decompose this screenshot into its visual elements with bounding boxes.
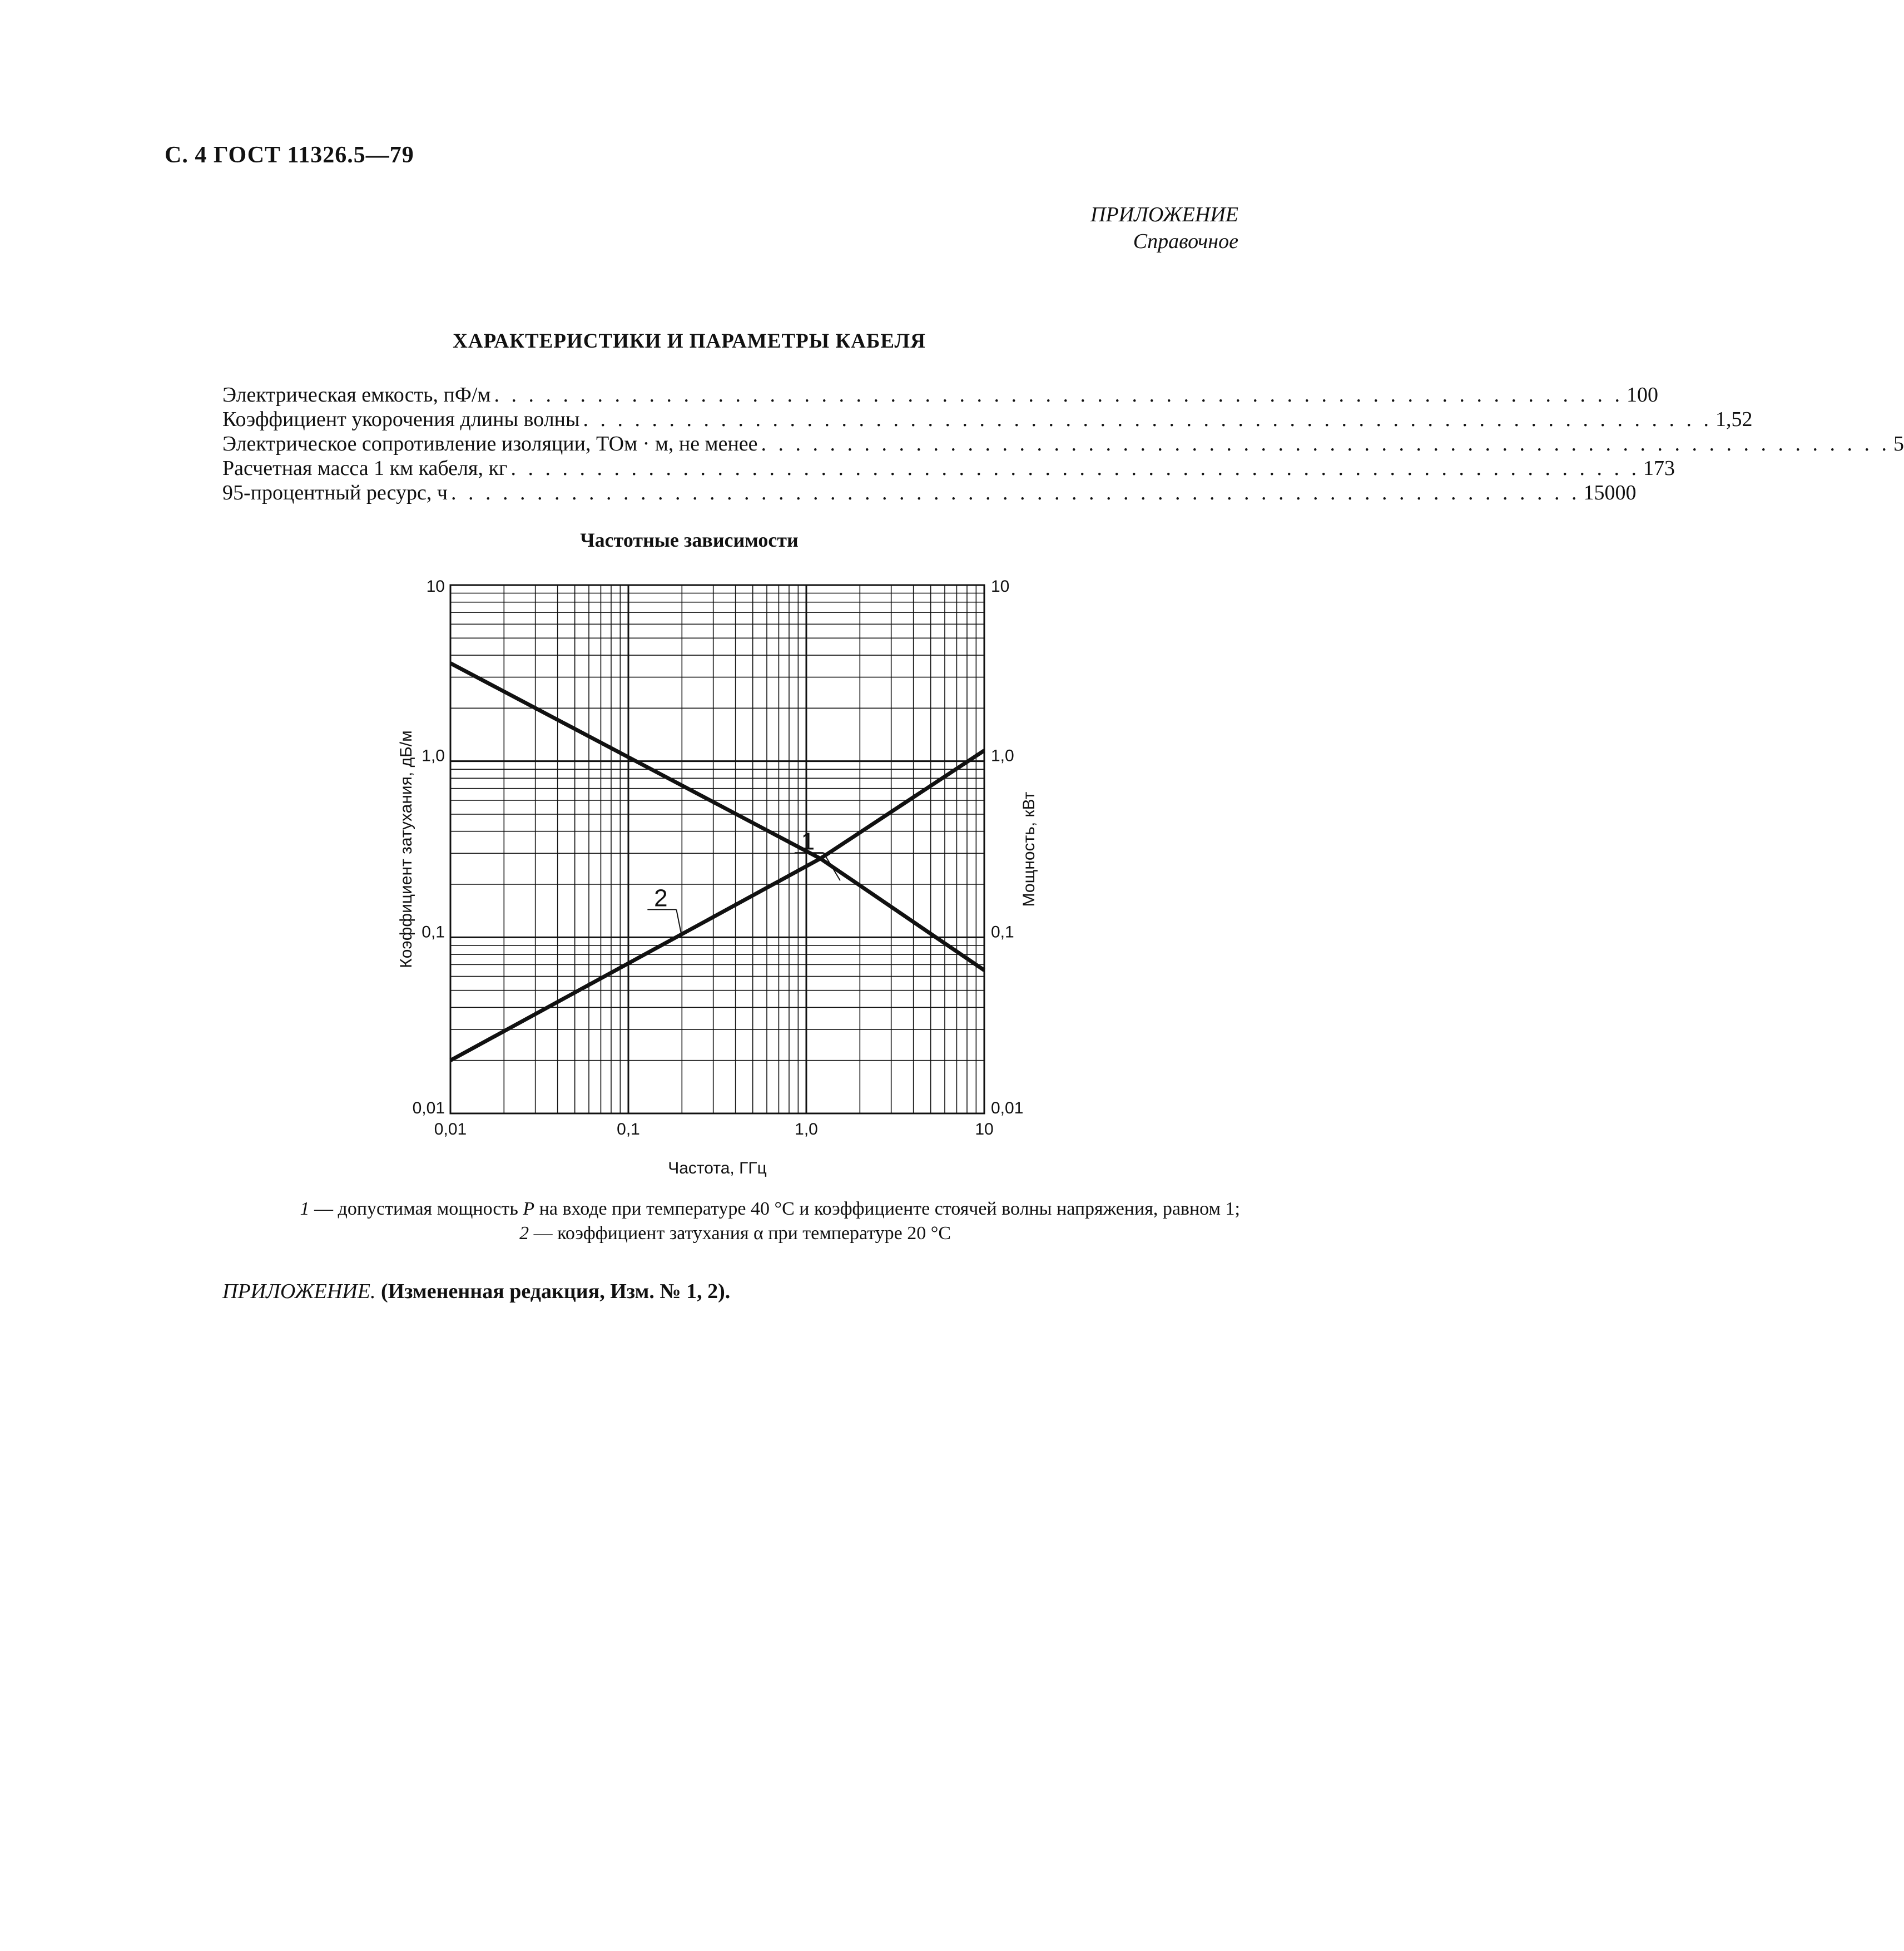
- y-tick-label-left: 1,0: [422, 746, 445, 765]
- caption-rest-1: на входе при температуре 40 °С и коэффициенте стоячей волны напряжения, равном 1;: [534, 1199, 1240, 1219]
- chart-title: Частотные зависимости: [580, 529, 799, 551]
- parameter-value: 173: [1643, 457, 1675, 480]
- caption-text-1: — допустимая мощность: [309, 1199, 523, 1219]
- parameter-label: Электрическая емкость, пФ/м: [222, 383, 491, 407]
- y-axis-label-right: Мощность, кВт: [1020, 791, 1038, 907]
- parameter-row: [222, 432, 1904, 456]
- x-axis-label: Частота, ГГц: [668, 1159, 767, 1177]
- caption-line-1: [161, 1197, 1240, 1221]
- leader-dots: . . . . . . . . . . . . . . . . . . . . . . . . . . . . . . . . . . . . . . . . . . . . . . . . . . . . . . . . . . . . . . . . . .: [451, 481, 1580, 504]
- caption-var-p: P: [523, 1199, 535, 1219]
- frequency-chart: [367, 567, 1057, 1196]
- y-tick-label-left: 0,01: [412, 1099, 445, 1117]
- y-tick-label-right: 0,1: [991, 923, 1014, 942]
- chart-svg: [367, 567, 1057, 1196]
- parameter-label: Расчетная масса 1 км кабеля, кг: [222, 457, 508, 480]
- parameter-row: [222, 481, 1637, 505]
- parameter-label: Коэффициент укорочения длины волны: [222, 408, 580, 431]
- revision-text: (Измененная редакция, Изм. № 1, 2).: [380, 1280, 731, 1303]
- x-tick-label: 0,01: [434, 1120, 467, 1138]
- series-line-1: [450, 663, 984, 970]
- series-callout-line-2: [676, 909, 682, 937]
- y-tick-label-right: 10: [991, 577, 1010, 596]
- series-label-1: 1: [801, 828, 815, 855]
- y-tick-label-left: 10: [426, 577, 445, 596]
- revision-note: [222, 1279, 730, 1304]
- parameter-label: 95-процентный ресурс, ч: [222, 481, 448, 504]
- appendix-sublabel: Справочное: [1133, 230, 1238, 253]
- appendix-block: [1090, 201, 1238, 255]
- chart-grid: [450, 585, 984, 1113]
- parameter-row: [222, 456, 1675, 481]
- x-tick-label: 1,0: [795, 1120, 818, 1138]
- parameters-list: [222, 383, 1904, 505]
- y-tick-label-left: 0,1: [422, 923, 445, 942]
- y-axis-label-left: Коэффициент затухания, дБ/м: [397, 730, 415, 968]
- series-line-2: [450, 750, 984, 1060]
- chart-legend-caption: [161, 1197, 1240, 1246]
- caption-line-2: [161, 1221, 1240, 1246]
- revision-prefix: ПРИЛОЖЕНИЕ.: [222, 1280, 376, 1303]
- caption-num-1: 1: [300, 1199, 310, 1219]
- caption-text-2: — коэффициент затухания α при температуре 20 °С: [529, 1223, 951, 1244]
- section-title: ХАРАКТЕРИСТИКИ И ПАРАМЕТРЫ КАБЕЛЯ: [453, 330, 926, 353]
- parameter-label: Электрическое сопротивление изоляции, ТОм · м, не менее: [222, 432, 758, 455]
- parameter-row: [222, 407, 1753, 432]
- x-tick-label: 0,1: [617, 1120, 640, 1138]
- leader-dots: . . . . . . . . . . . . . . . . . . . . . . . . . . . . . . . . . . . . . . . . . . . . . . . . . . . . . . . . . . . . . . . . . .: [583, 408, 1713, 431]
- parameter-value: 5: [1893, 432, 1904, 455]
- chart-series: [450, 663, 984, 1061]
- series-label-2: 2: [654, 884, 668, 912]
- page-header: С. 4 ГОСТ 11326.5—79: [165, 142, 414, 168]
- parameter-value: 1,52: [1715, 408, 1753, 431]
- parameter-value: 100: [1626, 383, 1658, 407]
- y-tick-label-right: 0,01: [991, 1099, 1024, 1117]
- caption-num-2: 2: [519, 1223, 529, 1244]
- leader-dots: . . . . . . . . . . . . . . . . . . . . . . . . . . . . . . . . . . . . . . . . . . . . . . . . . . . . . . . . . . . . . . . . . .: [510, 457, 1640, 480]
- leader-dots: . . . . . . . . . . . . . . . . . . . . . . . . . . . . . . . . . . . . . . . . . . . . . . . . . . . . . . . . . . . . . . . . . .: [761, 432, 1891, 455]
- leader-dots: . . . . . . . . . . . . . . . . . . . . . . . . . . . . . . . . . . . . . . . . . . . . . . . . . . . . . . . . . . . . . . . . . .: [494, 383, 1623, 407]
- y-tick-label-right: 1,0: [991, 746, 1014, 765]
- appendix-label: ПРИЛОЖЕНИЕ: [1090, 203, 1238, 226]
- parameter-row: [222, 383, 1658, 407]
- plot-frame: [450, 585, 984, 1113]
- parameter-value: 15000: [1583, 481, 1637, 504]
- x-tick-label: 10: [975, 1120, 994, 1138]
